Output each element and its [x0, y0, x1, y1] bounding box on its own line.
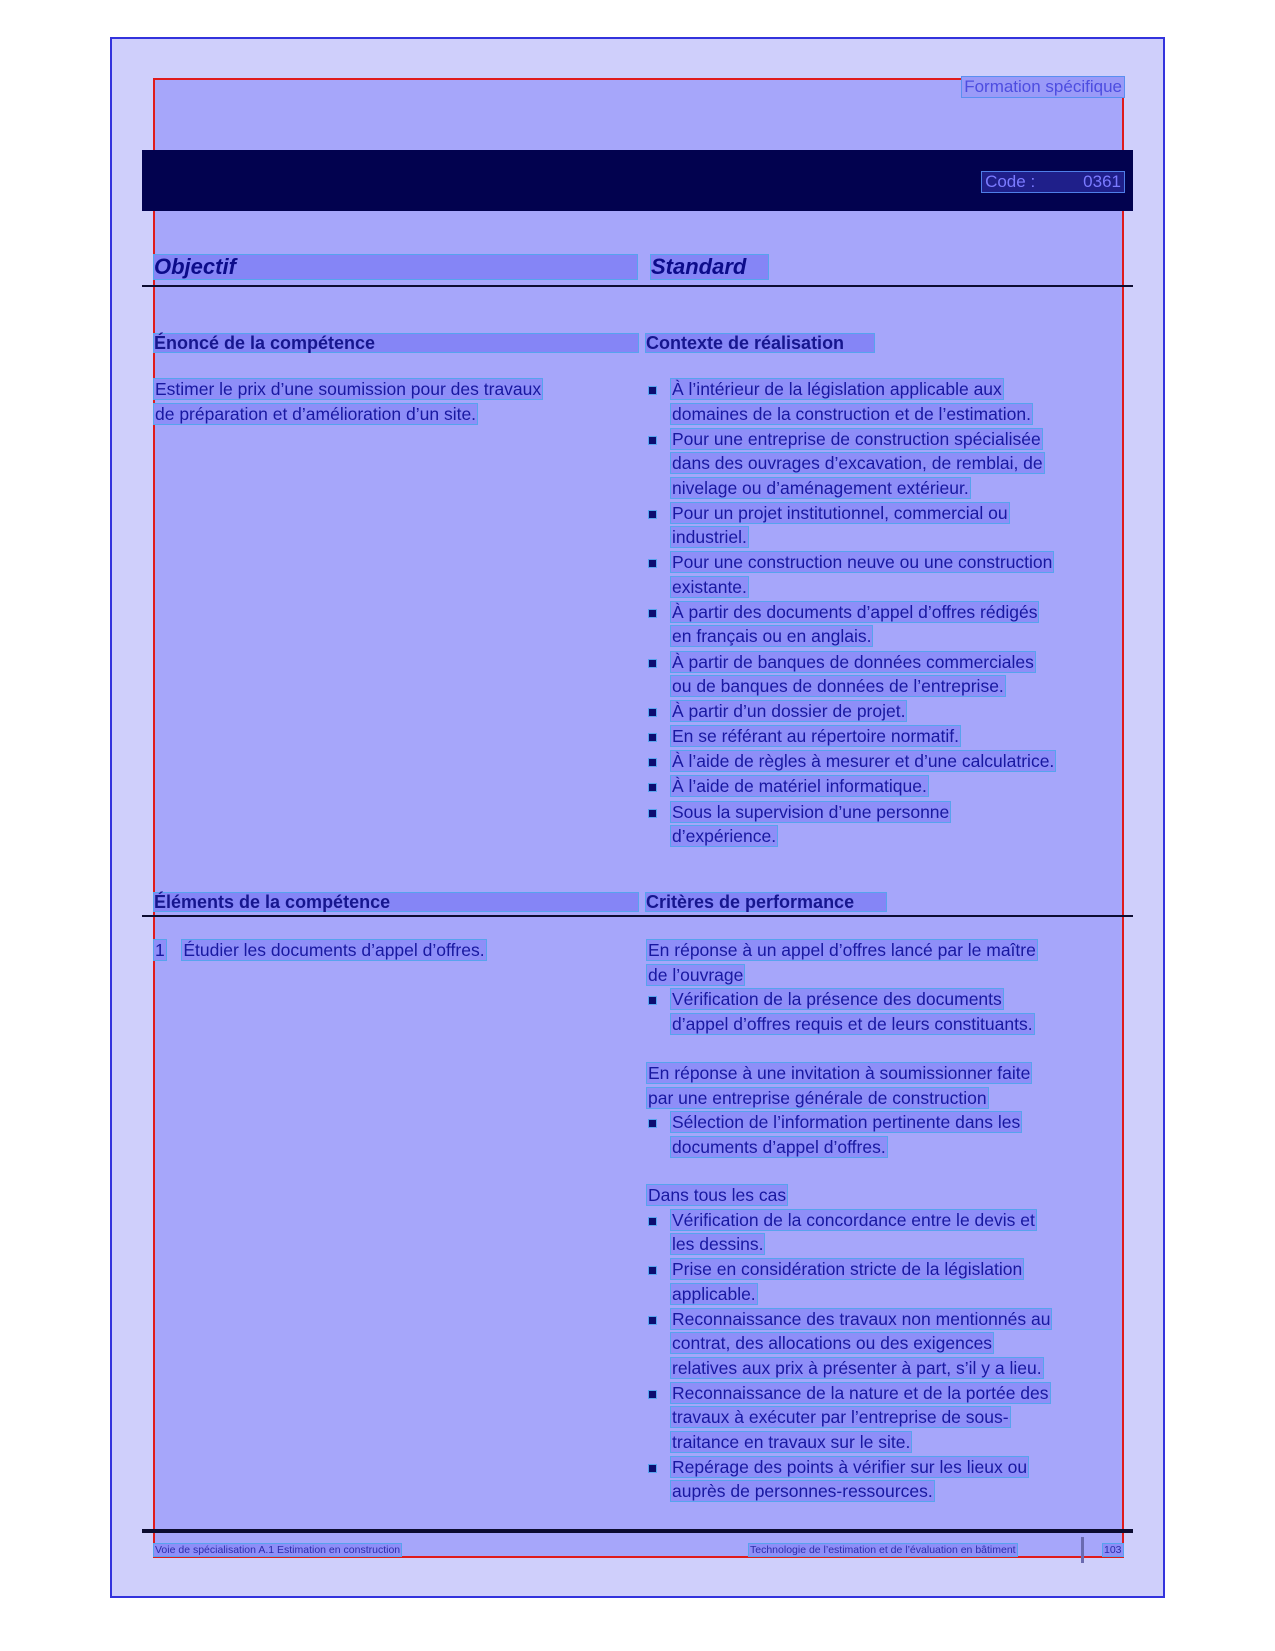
criteria-intro — [646, 1184, 788, 1206]
criteria-item-text: Sélection de l’information pertinente dans les — [672, 1112, 1021, 1132]
page-number-text: 103 — [1104, 1544, 1122, 1556]
context-item — [670, 601, 1039, 623]
criteria-item-text: Reconnaissance de la nature et de la portée des — [672, 1382, 1049, 1403]
bullet-icon — [648, 1316, 657, 1325]
context-item — [670, 403, 1033, 425]
bullet-icon — [648, 559, 657, 568]
bullet-icon — [648, 1119, 657, 1128]
context-item — [670, 775, 929, 797]
criteria-item-text: contrat, des allocations ou des exigences — [672, 1333, 993, 1354]
header-divider — [142, 285, 1133, 287]
context-item — [670, 428, 1043, 450]
footer-right — [748, 1544, 1018, 1556]
criteria-intro-text: de l’ouvrage — [648, 964, 744, 985]
bullet-icon — [648, 996, 657, 1005]
footer-right-text: Technologie de l’estimation et de l’évaluation en bâtiment — [750, 1544, 1016, 1556]
criteria-item-text: Vérification de la présence des documents — [672, 989, 1002, 1009]
bullet-icon — [648, 510, 657, 519]
program-label: Formation spécifique — [961, 76, 1125, 98]
context-item — [670, 801, 951, 823]
criteria-item — [670, 1456, 1029, 1478]
context-item-text: Pour une construction neuve ou une construction — [672, 552, 1053, 573]
criteria-item-text: Vérification de la concordance entre le devis et — [672, 1209, 1035, 1230]
criteria-intro-text: En réponse à un appel d’offres lancé par le maître — [648, 940, 1036, 960]
criteria-item — [670, 1111, 1022, 1133]
elements-heading: Éléments de la compétence — [153, 892, 639, 912]
context-item-text: Pour un projet institutionnel, commercial ou — [672, 502, 1008, 523]
context-item-text: en français ou en anglais. — [672, 626, 872, 647]
bullet-icon — [648, 783, 657, 792]
bullet-icon — [648, 809, 657, 818]
criteria-item — [670, 1406, 1011, 1428]
criteria-item — [670, 1283, 758, 1305]
context-item-text: existante. — [672, 576, 747, 597]
criteria-item — [670, 1233, 765, 1255]
page-marker — [1081, 1537, 1084, 1563]
context-item-text: En se référant au répertoire normatif. — [672, 726, 959, 747]
context-item — [670, 526, 749, 548]
criteria-item-text: Repérage des points à vérifier sur les lieux ou — [672, 1456, 1028, 1477]
context-item-text: À partir de banques de données commerciales — [672, 651, 1034, 672]
page-number — [1102, 1544, 1124, 1556]
context-item — [670, 502, 1010, 524]
code-label: Code : — [985, 172, 1036, 191]
context-heading: Contexte de réalisation — [645, 333, 875, 353]
criteria-item-text: Prise en considération stricte de la législation — [672, 1259, 1023, 1280]
criteria-intro — [646, 1062, 1032, 1084]
criteria-item-text: relatives aux prix à présenter à part, s’il y a lieu. — [672, 1357, 1042, 1378]
element-item — [153, 939, 487, 961]
criteria-item — [670, 1480, 935, 1502]
criteria-item — [670, 1382, 1051, 1404]
context-item — [670, 477, 971, 499]
criteria-item — [670, 1209, 1037, 1231]
footer-left-text: Voie de spécialisation A.1 Estimation en construction — [155, 1544, 401, 1556]
bullet-icon — [648, 659, 657, 668]
criteria-item-text: traitance en travaux sur le site. — [672, 1431, 911, 1452]
bullet-icon — [648, 609, 657, 618]
footer-divider — [142, 1529, 1133, 1533]
context-item — [670, 725, 961, 747]
context-item-text: domaines de la construction et de l’estimation. — [672, 403, 1031, 424]
bullet-icon — [648, 1390, 657, 1399]
element-number: 1 — [155, 940, 165, 960]
bullet-icon — [648, 733, 657, 742]
context-item-text: Pour une entreprise de construction spécialisée — [672, 428, 1041, 449]
context-item-text: ou de banques de données de l’entreprise. — [672, 676, 1004, 696]
criteria-intro-text: par une entreprise générale de construction — [648, 1087, 987, 1108]
context-item — [670, 452, 1045, 474]
context-item — [670, 576, 749, 598]
criteria-item — [670, 1013, 1035, 1035]
criteria-intro-text: En réponse à une invitation à soumissionner faite — [648, 1063, 1031, 1083]
criteria-intro — [646, 939, 1038, 961]
criteria-item-text: les dessins. — [672, 1234, 764, 1254]
context-item — [670, 625, 873, 647]
bullet-icon — [648, 708, 657, 717]
criteria-item — [670, 1357, 1044, 1379]
statement-line — [153, 403, 478, 425]
criteria-item — [670, 1431, 912, 1453]
bullet-icon — [648, 758, 657, 767]
criteria-item-text: d’appel d’offres requis et de leurs constituants. — [672, 1013, 1033, 1034]
bullet-icon — [648, 1464, 657, 1473]
context-item — [670, 825, 778, 847]
column-title-left: Objectif — [153, 254, 638, 280]
criteria-item-text: documents d’appel d’offres. — [672, 1136, 886, 1157]
context-item-text: industriel. — [672, 527, 747, 548]
statement-line-text: Estimer le prix d’une soumission pour des travaux — [155, 379, 542, 399]
context-item-text: dans des ouvrages d’excavation, de remblai, de — [672, 453, 1043, 474]
criteria-item-text: auprès de personnes-ressources. — [672, 1481, 933, 1502]
section-divider — [142, 915, 1133, 917]
bullet-icon — [648, 1266, 657, 1275]
context-item-text: À l’aide de règles à mesurer et d’une calculatrice. — [672, 751, 1055, 772]
criteria-item-text: applicable. — [672, 1283, 756, 1304]
statement-line — [153, 378, 543, 400]
code-value: 0361 — [1083, 172, 1121, 191]
context-item-text: nivelage ou d’aménagement extérieur. — [672, 477, 969, 498]
code-badge — [981, 171, 1125, 193]
competence-heading: Énoncé de la compétence — [153, 333, 639, 353]
context-item-text: Sous la supervision d’une personne — [672, 801, 950, 822]
context-item — [670, 750, 1056, 772]
context-item-text: À l’intérieur de la législation applicable aux — [672, 379, 1002, 399]
criteria-item — [670, 988, 1004, 1010]
context-item — [670, 700, 907, 722]
bullet-icon — [648, 436, 657, 445]
context-item — [670, 378, 1004, 400]
criteria-heading: Critères de performance — [645, 892, 887, 912]
context-item-text: À l’aide de matériel informatique. — [672, 776, 927, 797]
bullet-icon — [648, 1217, 657, 1226]
context-item-text: d’expérience. — [672, 826, 777, 846]
criteria-item — [670, 1332, 994, 1354]
context-item-text: À partir des documents d’appel d’offres rédigés — [672, 601, 1038, 622]
statement-line-text: de préparation et d’amélioration d’un site. — [155, 403, 477, 424]
criteria-intro — [646, 1087, 989, 1109]
criteria-item — [670, 1136, 888, 1158]
context-item-text: À partir d’un dossier de projet. — [672, 701, 906, 722]
criteria-item — [670, 1308, 1052, 1330]
context-item — [670, 551, 1054, 573]
criteria-intro-text: Dans tous les cas — [648, 1185, 787, 1205]
context-item — [670, 675, 1006, 697]
element-text: Étudier les documents d’appel d’offres. — [183, 940, 485, 960]
criteria-item-text: travaux à exécuter par l’entreprise de sous- — [672, 1407, 1009, 1428]
column-title-right: Standard — [650, 254, 769, 280]
criteria-item-text: Reconnaissance des travaux non mentionnés au — [672, 1308, 1051, 1329]
criteria-intro — [646, 964, 745, 986]
footer-left — [153, 1544, 402, 1556]
criteria-item — [670, 1258, 1024, 1280]
context-item — [670, 651, 1036, 673]
bullet-icon — [648, 386, 657, 395]
